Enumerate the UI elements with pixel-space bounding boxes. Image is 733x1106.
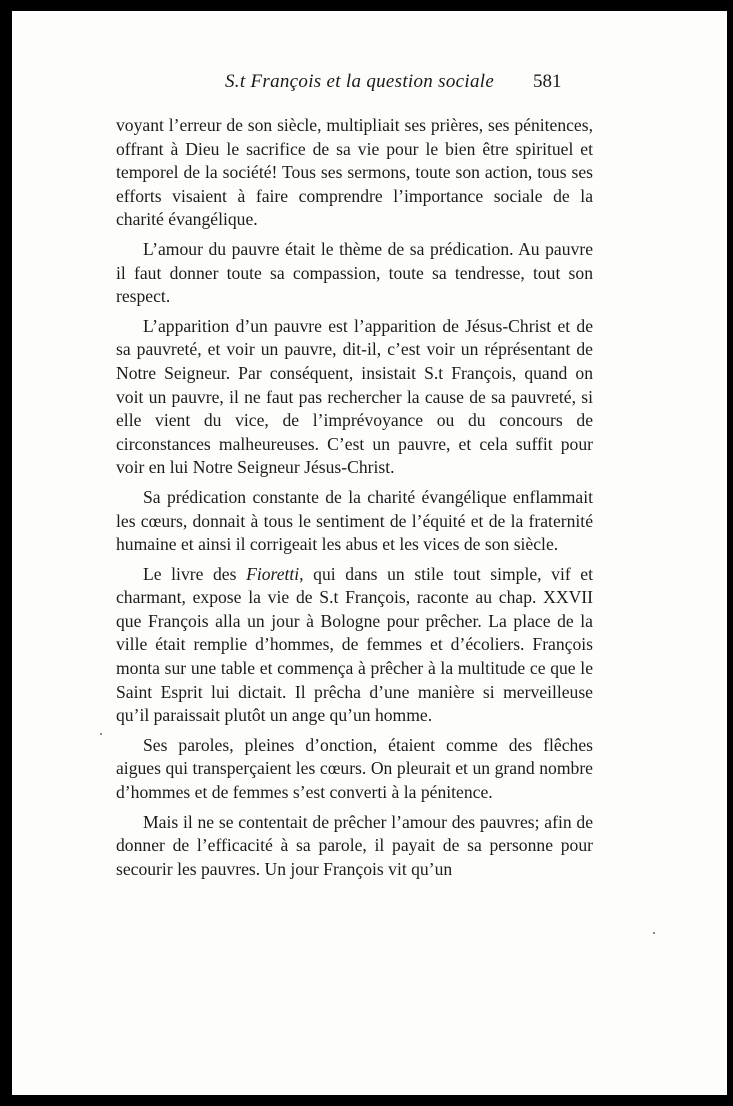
paragraph-2: L’amour du pauvre était le thème de sa prédication. Au pauvre il faut donner toute sa compassion, toute sa tendresse, tout son respect. (116, 238, 593, 307)
paragraph-5 (116, 563, 593, 728)
page-header (12, 71, 727, 101)
paragraph-7: Mais il ne se contentait de prêcher l’amour des pauvres; afin de donner de l’efficacité à sa parole, il payait de sa personne pour secourir les pauvres. Un jour François vit qu’un (116, 811, 593, 879)
book-title-fioretti: Fioretti, (246, 563, 304, 584)
paper-speck (653, 932, 655, 934)
book-page (12, 11, 727, 1095)
body-text (116, 114, 593, 887)
paragraph-6: Ses paroles, pleines d’onction, étaient comme des flêches aigues qui transperçaient les cœurs. On pleurait et un grand nombre d’hommes et de femmes s’est converti à la pénitence. (116, 734, 593, 803)
paragraph-5-lead: Le livre des (143, 563, 247, 584)
paragraph-1: voyant l’erreur de son siècle, multipliait ses prières, ses pénitences, offrant à Dieu le sacrifice de sa vie pour le bien être spirituel et temporel de la société! Tous ses sermons, toute son action, tous ses efforts visaient à faire comprendre l’importance sociale de la charité évangélique. (116, 115, 593, 230)
running-title: S.t François et la question sociale (225, 71, 495, 92)
paper-speck (100, 733, 102, 735)
paragraph-5-rest: qui dans un stile tout simple, vif et charmant, expose la vie de S.t François, raconte au chap. XXVII que François alla un jour à Bologne pour prêcher. La place de la ville était remplie d’hommes, de femmes et d’écoliers. François monta sur une table et commença à prêcher à la multitude ce que le Saint Esprit lui dictait. Il prêcha d’une manière si merveilleuse qu’il paraissait plutôt un ange qu’un homme. (116, 563, 593, 726)
paragraph-3: L’apparition d’un pauvre est l’apparition de Jésus-Christ et de sa pauvreté, et voir un pauvre, dit-il, c’est voir un réprésentant de Notre Seigneur. Par conséquent, insistait S.t François, quand on voit un pauvre, il ne faut pas rechercher la cause de sa pauvreté, si elle vient du vice, de l’imprévoyance ou du concours de circonstances malheureuses. C’est un pauvre, et cela suffit pour voir en lui Notre Seigneur Jésus-Christ. (116, 315, 593, 478)
page-number: 581 (533, 71, 562, 92)
paragraph-4: Sa prédication constante de la charité évangélique enflammait les cœurs, donnait à tous le sentiment de l’équité et de la fraternité humaine et ainsi il corrigeait les abus et les vices de son siècle. (116, 486, 593, 555)
